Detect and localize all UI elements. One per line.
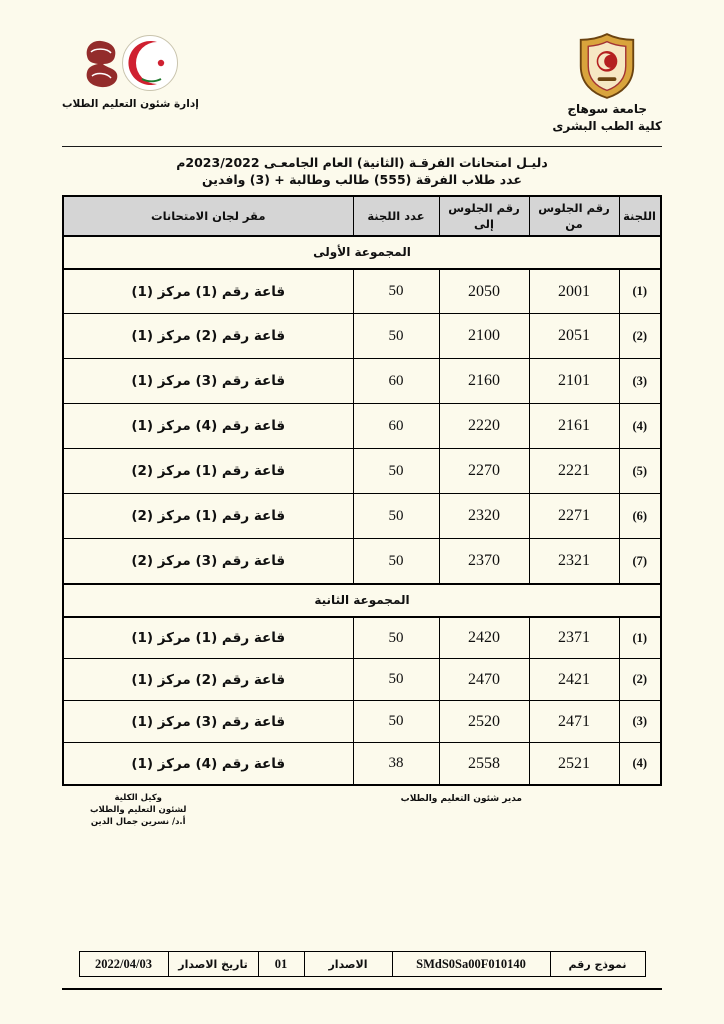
table-row <box>63 314 661 359</box>
group1-title: المجموعة الأولى <box>63 236 661 269</box>
header-seat-from-line1: رقم الجلوس <box>538 200 610 215</box>
page-header <box>62 32 662 146</box>
cell-seat-to: 2160 <box>439 359 529 404</box>
cell-count: 50 <box>353 449 439 494</box>
cell-venue: قاعة رقم (3) مركز (1) <box>63 359 353 404</box>
table-row <box>63 539 661 584</box>
cell-seat-to: 2558 <box>439 743 529 785</box>
cell-committee: (6) <box>619 494 661 539</box>
bottom-rule <box>62 988 662 990</box>
cell-seat-from: 2221 <box>529 449 619 494</box>
cell-seat-to: 2050 <box>439 269 529 314</box>
blank-space <box>62 829 662 951</box>
table-row <box>63 743 661 785</box>
cell-committee: (3) <box>619 359 661 404</box>
cell-seat-to: 2220 <box>439 404 529 449</box>
form-footer-table <box>79 951 646 977</box>
table-row <box>63 359 661 404</box>
table-row <box>63 494 661 539</box>
admin-logos <box>81 34 179 92</box>
cell-seat-from: 2001 <box>529 269 619 314</box>
header-seat-from <box>529 196 619 236</box>
table-header <box>63 196 661 236</box>
cell-committee: (1) <box>619 269 661 314</box>
header-committee: اللجنة <box>619 196 661 236</box>
cell-venue: قاعة رقم (3) مركز (2) <box>63 539 353 584</box>
table-row <box>63 659 661 701</box>
signatures-row <box>62 792 662 829</box>
cell-count: 50 <box>353 701 439 743</box>
table-row <box>63 449 661 494</box>
form-number-label: نموذج رقم <box>550 952 645 977</box>
group2-title: المجموعة الثانية <box>63 584 661 617</box>
red-crescent-logo <box>121 34 179 92</box>
admin-name: إدارة شئون التعليم الطلاب <box>62 98 199 110</box>
dean-signature-line3: أ.د/ نسرين جمال الدين <box>90 817 186 828</box>
cell-committee: (7) <box>619 539 661 584</box>
table-row <box>63 404 661 449</box>
issue-label: الاصدار <box>304 952 392 977</box>
cell-venue: قاعة رقم (1) مركز (1) <box>63 269 353 314</box>
header-divider <box>62 146 662 147</box>
document-title-block <box>62 155 662 189</box>
cell-venue: قاعة رقم (1) مركز (1) <box>63 617 353 659</box>
cell-seat-from: 2371 <box>529 617 619 659</box>
cell-seat-from: 2421 <box>529 659 619 701</box>
cell-committee: (4) <box>619 404 661 449</box>
cell-count: 50 <box>353 494 439 539</box>
cell-committee: (5) <box>619 449 661 494</box>
exam-committees-table <box>62 195 662 786</box>
cell-seat-from: 2271 <box>529 494 619 539</box>
faculty-shield-logo <box>577 32 637 100</box>
header-seat-to <box>439 196 529 236</box>
cell-seat-from: 2321 <box>529 539 619 584</box>
cell-seat-to: 2270 <box>439 449 529 494</box>
cell-venue: قاعة رقم (3) مركز (1) <box>63 701 353 743</box>
cell-committee: (1) <box>619 617 661 659</box>
form-number-value: SMdS0Sa00F010140 <box>392 952 550 977</box>
cell-seat-to: 2470 <box>439 659 529 701</box>
cell-seat-to: 2370 <box>439 539 529 584</box>
cell-seat-to: 2420 <box>439 617 529 659</box>
cell-seat-from: 2101 <box>529 359 619 404</box>
director-signature: مدير شئون التعليم والطلاب <box>400 793 522 804</box>
header-count: عدد اللجنة <box>353 196 439 236</box>
cell-count: 60 <box>353 404 439 449</box>
cell-venue: قاعة رقم (1) مركز (2) <box>63 494 353 539</box>
document-title-line1: دليـل امتحانات الفرقـة (الثانية) العام الجامعـى 2023/2022م <box>176 155 548 170</box>
cell-seat-from: 2521 <box>529 743 619 785</box>
cell-committee: (2) <box>619 314 661 359</box>
cell-venue: قاعة رقم (4) مركز (1) <box>63 404 353 449</box>
cell-count: 50 <box>353 659 439 701</box>
cell-seat-from: 2471 <box>529 701 619 743</box>
form-footer-row <box>79 952 645 977</box>
cell-seat-to: 2320 <box>439 494 529 539</box>
university-name: جامعة سوهاج <box>567 102 647 116</box>
dean-signature <box>90 792 186 829</box>
cell-venue: قاعة رقم (1) مركز (2) <box>63 449 353 494</box>
issue-value: 01 <box>258 952 304 977</box>
cell-seat-to: 2100 <box>439 314 529 359</box>
cell-seat-from: 2161 <box>529 404 619 449</box>
group2-title-row <box>63 584 661 617</box>
admin-header-block <box>62 34 199 110</box>
table-row <box>63 701 661 743</box>
cell-count: 50 <box>353 314 439 359</box>
group1-title-row <box>63 236 661 269</box>
university-header-block <box>552 32 662 134</box>
faculty-name: كلية الطب البشرى <box>552 119 662 133</box>
cell-count: 38 <box>353 743 439 785</box>
table-row <box>63 617 661 659</box>
table-row <box>63 269 661 314</box>
cell-count: 50 <box>353 539 439 584</box>
cell-committee: (3) <box>619 701 661 743</box>
dean-signature-line2: لشئون التعليم والطلاب <box>90 805 187 816</box>
dean-signature-line1: وكيل الكلية <box>114 792 162 803</box>
cell-seat-from: 2051 <box>529 314 619 359</box>
header-seat-to-line1: رقم الجلوس <box>448 200 520 215</box>
header-venue: مقر لجان الامتحانات <box>63 196 353 236</box>
header-row <box>63 196 661 236</box>
cell-committee: (4) <box>619 743 661 785</box>
university-seal-logo <box>81 36 121 92</box>
header-seat-from-line2: من <box>565 216 583 231</box>
cell-committee: (2) <box>619 659 661 701</box>
cell-count: 50 <box>353 269 439 314</box>
cell-venue: قاعة رقم (2) مركز (1) <box>63 314 353 359</box>
cell-count: 60 <box>353 359 439 404</box>
issue-date-label: تاريخ الاصدار <box>168 952 258 977</box>
cell-seat-to: 2520 <box>439 701 529 743</box>
cell-venue: قاعة رقم (4) مركز (1) <box>63 743 353 785</box>
issue-date-value: 2022/04/03 <box>79 952 168 977</box>
header-seat-to-line2: إلى <box>474 216 494 231</box>
document-title-line2: عدد طلاب الفرقة (555) طالب وطالبة + (3) وافدين <box>202 171 522 187</box>
cell-count: 50 <box>353 617 439 659</box>
cell-venue: قاعة رقم (2) مركز (1) <box>63 659 353 701</box>
